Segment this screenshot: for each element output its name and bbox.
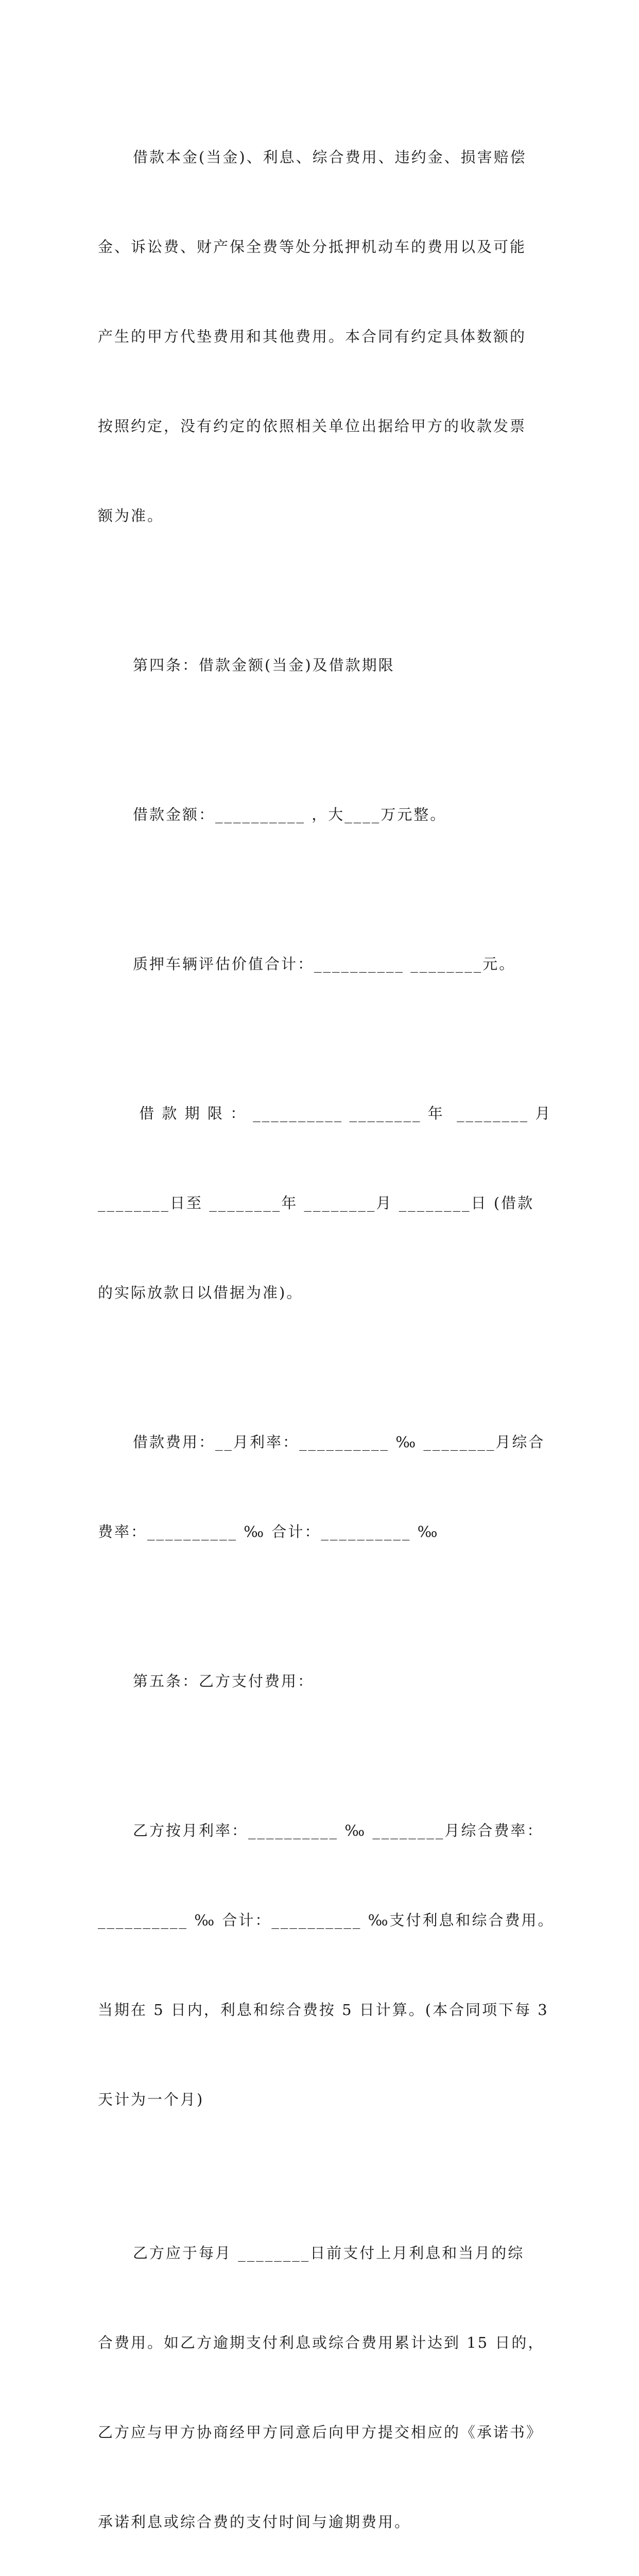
- text-line: 承诺利息或综合费的支付时间与逾期费用。: [98, 2513, 411, 2531]
- text-line: 天计为一个月): [98, 2091, 204, 2108]
- text-line: 额为准。: [98, 507, 164, 524]
- loan-amount-line: [98, 740, 551, 889]
- paragraph-fee-scope: [98, 82, 551, 590]
- text-line: 乙方按月利率：__________ ‰ ________月综合费率：: [133, 1822, 544, 1839]
- document-page: [98, 82, 555, 2576]
- vehicle-valuation-line: [98, 889, 551, 1039]
- loan-term-paragraph: [98, 1039, 551, 1367]
- text-line: 借 款 期 限 ： __________ ________ 年 ________ 月: [133, 1105, 552, 1122]
- text-line: __________ ‰ 合计：__________ ‰支付利息和综合费用。: [98, 1911, 555, 1929]
- text-line: 借款费用：__月利率：__________ ‰ ________月综合: [133, 1433, 545, 1451]
- article-5-heading: [98, 1606, 551, 1756]
- text-line: 当期在 5 日内，利息和综合费按 5 日计算。(本合同项下每 3: [98, 2001, 549, 2019]
- text-line: 费率：__________ ‰ 合计：__________ ‰: [98, 1523, 439, 1540]
- payment-schedule-paragraph: [98, 2178, 551, 2576]
- text-line: 借款金额：__________ ，大____万元整。: [133, 806, 447, 823]
- text-line: 的实际放款日以借据为准)。: [98, 1284, 303, 1301]
- text-line: ________日至 ________年 ________月 ________日 (借款: [98, 1194, 534, 1212]
- text-line: 合费用。如乙方逾期支付利息或综合费用累计达到 15 日的，: [98, 2334, 545, 2351]
- text-line: 第四条：借款金额(当金)及借款期限: [133, 656, 395, 674]
- text-line: 按照约定，没有约定的依照相关单位出据给甲方的收款发票: [98, 417, 527, 435]
- text-line: 第五条：乙方支付费用：: [133, 1672, 315, 1690]
- text-line: 质押车辆评估价值合计：__________ ________元。: [133, 955, 516, 973]
- text-line: 产生的甲方代垫费用和其他费用。本合同有约定具体数额的: [98, 328, 527, 345]
- text-line: 乙方应于每月 ________日前支付上月利息和当月的综: [133, 2244, 525, 2262]
- article-4-heading: [98, 590, 551, 740]
- payment-rate-paragraph: [98, 1756, 555, 2174]
- text-line: 借款本金(当金)、利息、综合费用、违约金、损害赔偿: [133, 148, 527, 166]
- text-line: 乙方应与甲方协商经甲方同意后向甲方提交相应的《承诺书》: [98, 2424, 543, 2441]
- text-line: 金、诉讼费、财产保全费等处分抵押机动车的费用以及可能: [98, 238, 527, 256]
- loan-fees-paragraph: [98, 1367, 551, 1606]
